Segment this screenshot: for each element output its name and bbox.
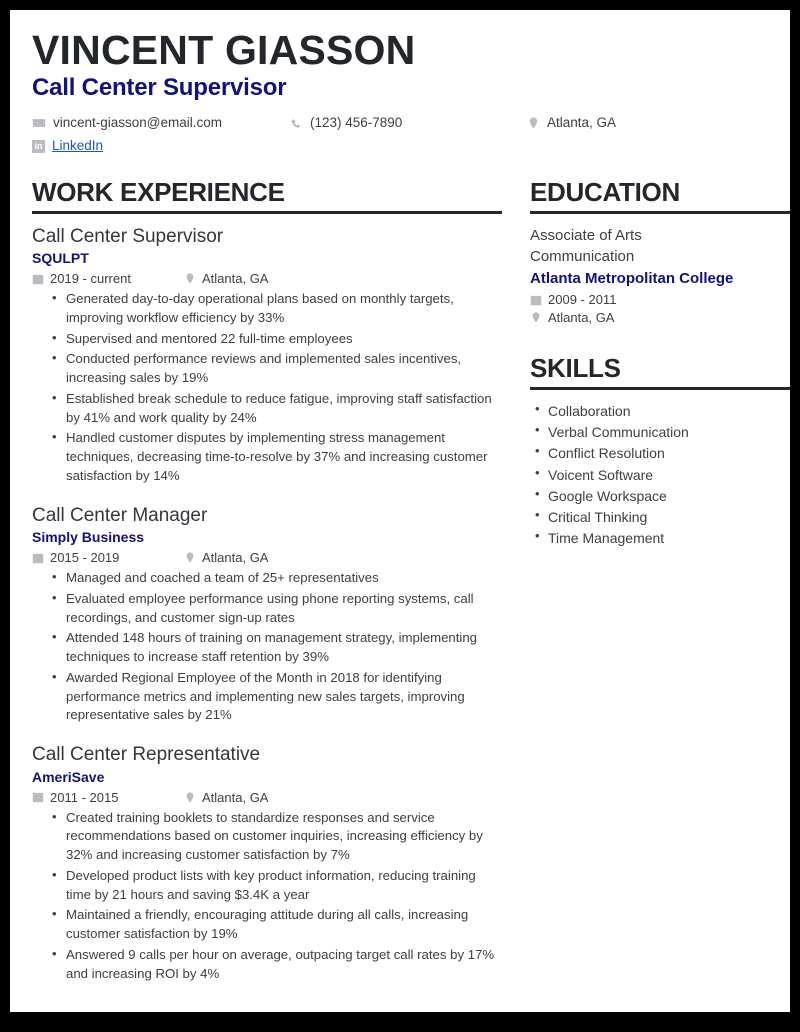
list-item: • Google Workspace	[548, 486, 790, 506]
job-dates	[32, 550, 184, 565]
skills-heading: SKILLS	[530, 353, 621, 384]
job-company: Simply Business	[32, 529, 145, 546]
experience-item	[32, 743, 502, 983]
work-experience-heading: WORK EXPERIENCE	[32, 176, 285, 207]
calendar-icon	[32, 791, 44, 803]
list-item: • Attended 148 hours of training on management strategy, implementing techniques to increase staff retention by 39%	[66, 629, 502, 666]
calendar-icon	[530, 294, 542, 306]
list-item: • Generated day-to-day operational plans based on monthly targets, improving workflow efficiency by 33%	[66, 290, 502, 327]
map-pin-icon	[530, 311, 542, 324]
map-pin-icon	[184, 791, 196, 804]
list-item: • Maintained a friendly, encouraging attitude during all calls, increasing customer satisfaction by 19%	[66, 906, 502, 943]
list-item: • Verbal Communication	[548, 422, 790, 442]
list-item: • Handled customer disputes by implementing stress management techniques, decreasing time-to-resolve by 37% and increasing customer satisfaction by 14%	[66, 429, 502, 485]
list-item: • Awarded Regional Employee of the Month in 2018 for identifying performance metrics and implementing new sales targets, improving representative sales by 21%	[66, 669, 502, 725]
job-location-text: Atlanta, GA	[202, 550, 269, 566]
education-degree: Associate of Arts	[530, 226, 642, 244]
map-pin-icon	[184, 551, 196, 564]
job-meta	[32, 790, 502, 805]
job-bullets	[32, 809, 502, 984]
right-column	[530, 176, 790, 549]
list-item: • Developed product lists with key product information, reducing training time by 21 hours and saving $3.4K a year	[66, 867, 502, 904]
contact-row-secondary	[32, 136, 768, 156]
list-item: • Supervised and mentored 22 full-time employees	[66, 330, 502, 349]
experience-item	[32, 225, 502, 486]
contact-location-text: Atlanta, GA	[547, 115, 617, 131]
section-divider	[32, 211, 502, 214]
list-item: • Conducted performance reviews and implemented sales incentives, increasing sales by 19%	[66, 350, 502, 387]
calendar-icon	[32, 552, 44, 564]
job-dates	[32, 271, 184, 286]
resume-page	[10, 10, 790, 1012]
job-location-text: Atlanta, GA	[202, 271, 269, 287]
list-item: • Answered 9 calls per hour on average, outpacing target call rates by 17% and increasing ROI by 4%	[66, 946, 502, 983]
job-dates-text: 2019 - current	[50, 271, 131, 287]
education-field: Communication	[530, 247, 635, 265]
page-title: VINCENT GIASSON	[32, 27, 416, 73]
job-bullets	[32, 569, 502, 725]
job-role: Call Center Supervisor	[32, 225, 224, 247]
job-location	[184, 271, 268, 286]
map-pin-icon	[184, 272, 196, 285]
job-meta	[32, 550, 502, 565]
list-item: • Created training booklets to standardize responses and service recommendations based on customer inquiries, increasing efficiency by 32% and increasing customer satisfaction by 7%	[66, 809, 502, 865]
job-bullets	[32, 290, 502, 485]
education-section	[530, 176, 790, 326]
envelope-icon	[32, 116, 46, 130]
contact-linkedin[interactable]	[32, 136, 103, 156]
contact-row-primary	[32, 113, 768, 133]
education-school: Atlanta Metropolitan College	[530, 270, 734, 288]
job-company: SQULPT	[32, 250, 89, 267]
job-dates-text: 2011 - 2015	[50, 789, 119, 805]
education-dates	[530, 292, 790, 307]
job-meta	[32, 271, 502, 286]
work-experience-section	[32, 176, 502, 986]
job-dates-text: 2015 - 2019	[50, 550, 120, 566]
contact-location	[527, 113, 768, 133]
list-item: • Time Management	[548, 528, 790, 548]
job-location	[184, 550, 268, 565]
map-pin-icon	[527, 116, 540, 130]
list-item: • Managed and coached a team of 25+ representatives	[66, 569, 502, 588]
skills-list	[530, 401, 790, 547]
education-location-text: Atlanta, GA	[548, 310, 615, 326]
skills-section	[530, 355, 790, 547]
education-location	[530, 310, 790, 325]
job-location-text: Atlanta, GA	[202, 789, 269, 805]
linkedin-icon: in	[32, 140, 45, 153]
phone-icon	[289, 116, 303, 130]
job-role: Call Center Representative	[32, 744, 261, 766]
list-item: • Evaluated employee performance using phone reporting systems, call recordings, and customer sign-up rates	[66, 590, 502, 627]
calendar-icon	[32, 273, 44, 285]
list-item: • Conflict Resolution	[548, 443, 790, 463]
list-item: • Collaboration	[548, 401, 790, 421]
linkedin-link[interactable]: LinkedIn	[52, 138, 104, 154]
contact-phone[interactable]	[289, 113, 527, 133]
job-dates	[32, 790, 184, 805]
contact-email[interactable]	[32, 113, 289, 133]
list-item: • Voicent Software	[548, 465, 790, 485]
job-location	[184, 790, 268, 805]
job-company: AmeriSave	[32, 768, 105, 785]
list-item: • Established break schedule to reduce fatigue, improving staff satisfaction by 41% and work quality by 24%	[66, 390, 502, 427]
job-role: Call Center Manager	[32, 504, 208, 526]
resume-header	[32, 28, 768, 157]
list-item: • Critical Thinking	[548, 507, 790, 527]
contact-phone-text: (123) 456-7890	[310, 115, 403, 131]
header-job-title: Call Center Supervisor	[32, 74, 287, 102]
education-heading: EDUCATION	[530, 176, 680, 207]
education-dates-text: 2009 - 2011	[548, 292, 617, 308]
section-divider	[530, 211, 790, 214]
contact-email-text: vincent-giasson@email.com	[53, 115, 223, 131]
experience-item	[32, 504, 502, 726]
section-divider	[530, 387, 790, 390]
